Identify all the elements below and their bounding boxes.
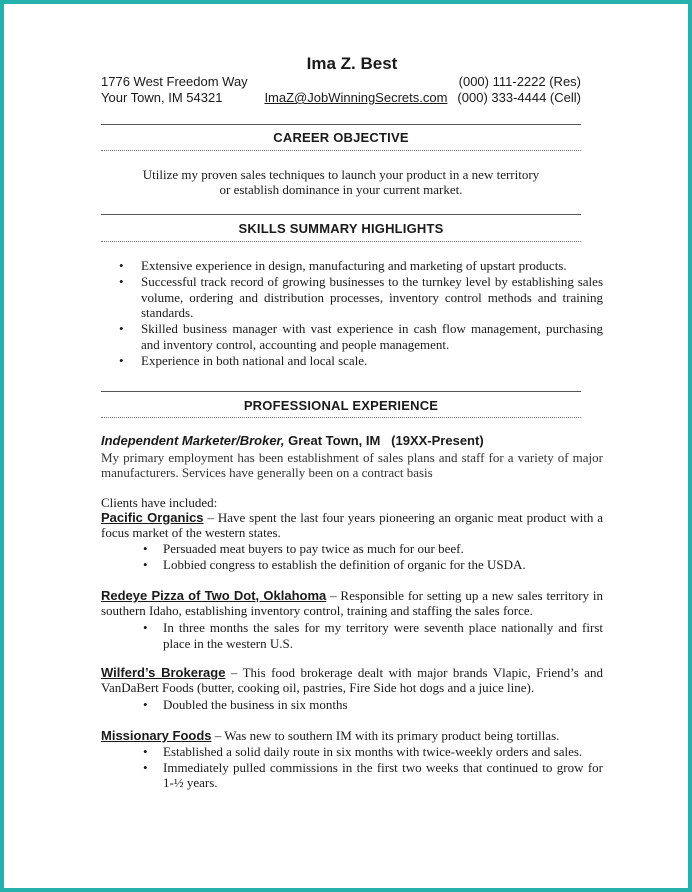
career-objective-text	[101, 167, 581, 197]
contact-row-2	[101, 90, 581, 105]
phone-cell: (000) 333-4444 (Cell)	[457, 90, 581, 105]
section-rule	[101, 124, 581, 125]
client-name: Wilferd’s Brokerage	[101, 665, 226, 680]
client-bullets	[101, 620, 603, 651]
skill-item: • Skilled business manager with vast experience in cash flow management, purchasing and inventory control, accounting and people management.	[141, 321, 603, 352]
skill-item: • Experience in both national and local scale.	[141, 353, 603, 369]
phone-residence: (000) 111-2222 (Res)	[458, 74, 581, 89]
objective-line-2: or establish dominance in your current market.	[219, 182, 463, 197]
client-bullet: • Immediately pulled commissions in the first two weeks that continued to grow for 1-½ years.	[163, 760, 603, 791]
client-bullet: • In three months the sales for my territory were seventh place nationally and first place in the western U.S.	[163, 620, 603, 651]
client-description: – Responsible for setting up a new sales territory in southern Idaho, establishing inventory control, training and staffing the sales force.	[101, 588, 603, 618]
section-rule	[101, 391, 581, 392]
client-name: Missionary Foods	[101, 728, 212, 743]
career-objective-heading: CAREER OBJECTIVE	[273, 130, 409, 145]
contact-row-1	[101, 74, 581, 89]
section-rule	[101, 150, 581, 151]
experience-heading: PROFESSIONAL EXPERIENCE	[243, 398, 439, 413]
job-title: Independent Marketer/Broker,	[101, 433, 285, 448]
client-bullets	[101, 697, 603, 713]
client-entry	[101, 665, 603, 695]
job-dates: (19XX-Present)	[391, 433, 484, 448]
section-rule	[101, 214, 581, 215]
skills-heading: SKILLS SUMMARY HIGHLIGHTS	[238, 221, 444, 236]
client-entry	[101, 728, 603, 743]
client-entry	[101, 588, 603, 618]
skill-item: • Extensive experience in design, manufacturing and marketing of upstart products.	[141, 258, 603, 274]
address-line-2: Your Town, IM 54321	[101, 90, 223, 105]
section-rule	[101, 417, 581, 418]
applicant-name: Ima Z. Best	[306, 54, 398, 73]
client-description: – This food brokerage dealt with major brands Vlapic, Friend’s and VanDaBert Foods (butter, cooking oil, pastries, Fire Side hot dogs and a juice line).	[101, 665, 603, 695]
skills-list	[101, 258, 603, 369]
job-location: Great Town, IM	[284, 433, 381, 448]
client-name: Pacific Organics	[101, 510, 204, 525]
client-bullets	[101, 541, 603, 572]
client-bullet: • Doubled the business in six months	[163, 697, 603, 713]
job-header	[101, 433, 603, 448]
client-bullet: • Persuaded meat buyers to pay twice as much for our beef.	[163, 541, 603, 557]
client-bullet: • Lobbied congress to establish the definition of organic for the USDA.	[163, 557, 603, 573]
client-entry	[101, 510, 603, 540]
objective-line-1: Utilize my proven sales techniques to launch your product in a new territory	[142, 167, 540, 182]
job-description: My primary employment has been establishment of sales plans and staff for a variety of major manufacturers. Services have generally been on a contract basis	[101, 450, 603, 480]
email-link[interactable]: ImaZ@JobWinningSecrets.com	[264, 90, 448, 105]
client-description: – Was new to southern IM with its primary product being tortillas.	[211, 728, 560, 743]
client-description: – Have spent the last four years pioneering an organic meat product with a focus market of the western states.	[101, 510, 603, 540]
clients-intro: Clients have included:	[101, 495, 218, 510]
skill-item: • Successful track record of growing businesses to the turnkey level by establishing sales volume, ordering and distribution processes, inventory control methods and training standards.	[141, 274, 603, 321]
client-name: Redeye Pizza of Two Dot, Oklahoma	[101, 588, 327, 603]
client-bullet: • Established a solid daily route in six months with twice-weekly orders and sales.	[163, 744, 603, 760]
client-bullets	[101, 744, 603, 791]
section-rule	[101, 241, 581, 242]
address-line-1: 1776 West Freedom Way	[101, 74, 248, 89]
